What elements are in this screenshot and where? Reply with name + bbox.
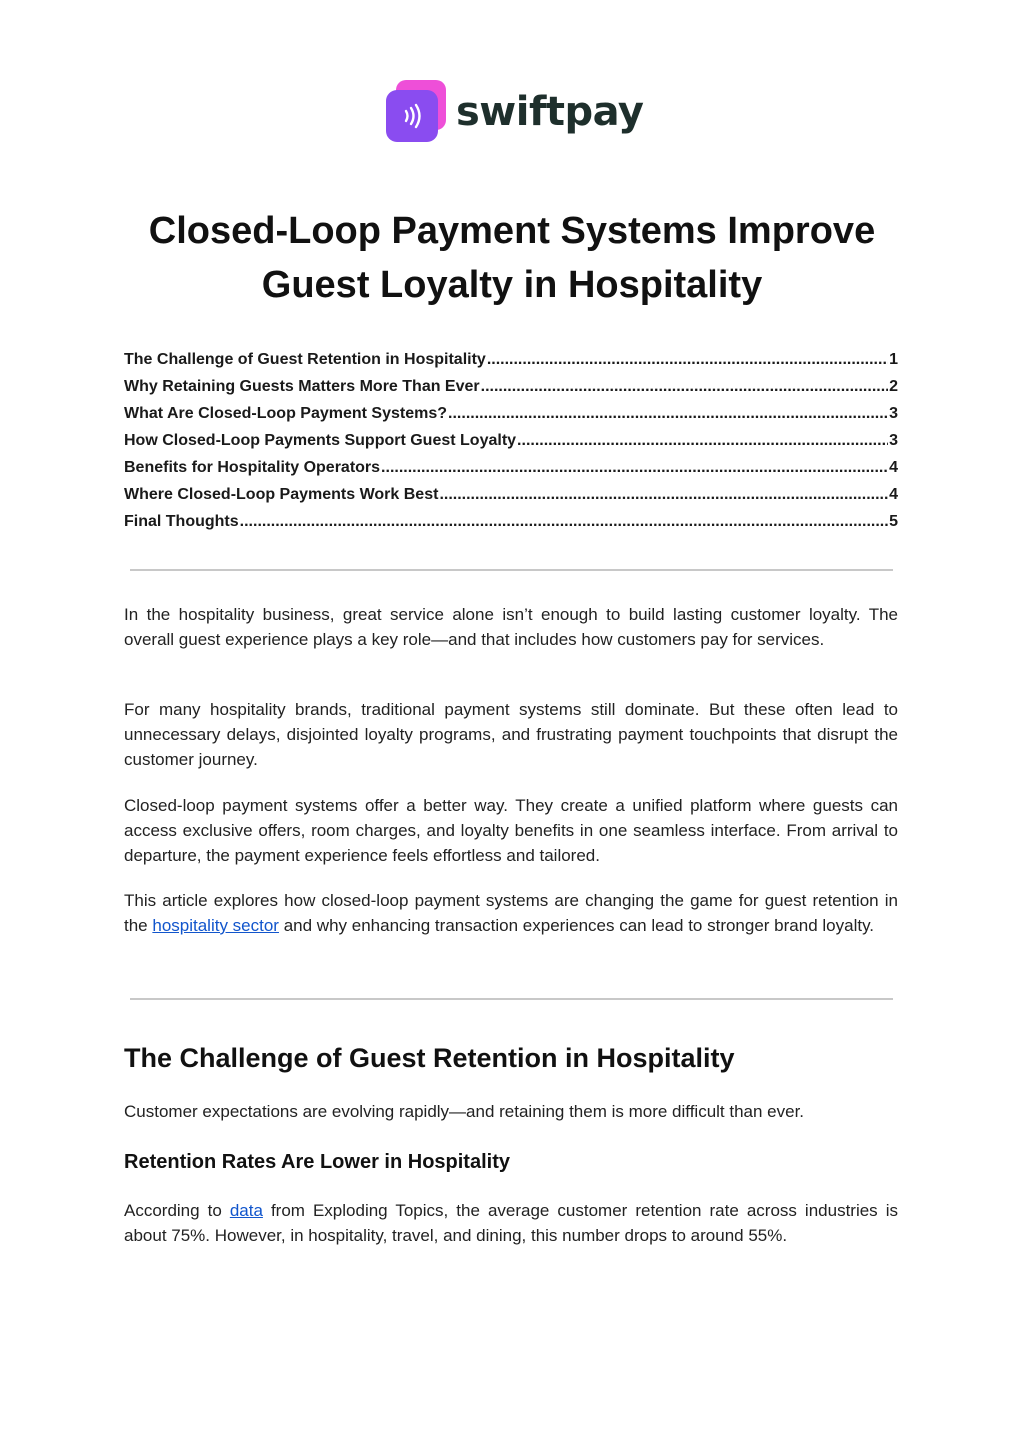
swiftpay-logo [386, 80, 643, 144]
toc-entry-label: Where Closed-Loop Payments Work Best [124, 486, 439, 503]
toc-page-number: 4 [889, 459, 898, 476]
toc-entry[interactable] [124, 513, 898, 540]
toc-entry[interactable] [124, 405, 898, 432]
toc-entry-label: Benefits for Hospitality Operators [124, 459, 381, 476]
table-of-contents [124, 351, 898, 540]
toc-entry-label: Why Retaining Guests Matters More Than Ever [124, 378, 480, 395]
hospitality-sector-link[interactable]: hospitality sector [152, 916, 279, 935]
contactless-wave-icon [397, 101, 427, 131]
divider [130, 569, 893, 571]
toc-page-number: 5 [889, 513, 898, 530]
logo-mark [386, 80, 448, 144]
toc-entry-label: How Closed-Loop Payments Support Guest Loyalty [124, 432, 517, 449]
toc-page-number: 3 [889, 405, 898, 422]
toc-dot-leader [517, 432, 888, 450]
divider [130, 998, 893, 1000]
toc-dot-leader [381, 459, 888, 477]
toc-entry[interactable] [124, 486, 898, 513]
section-lead-paragraph: Customer expectations are evolving rapidly—and retaining them is more difficult than ever. [124, 1102, 805, 1121]
toc-dot-leader [240, 513, 888, 531]
toc-entry-label: Final Thoughts [124, 513, 239, 530]
intro-paragraph-1: In the hospitality business, great service alone isn’t enough to build lasting customer loyalty. The overall guest experience plays a key role—and that includes how customers pay for services. [124, 605, 898, 649]
toc-page-number: 4 [889, 486, 898, 503]
section-heading: The Challenge of Guest Retention in Hospitality [124, 1043, 735, 1073]
toc-dot-leader [481, 378, 888, 396]
paragraph-text: This article explores how closed-loop payment systems are changing the game for guest retention in the [124, 891, 898, 935]
data-link[interactable]: data [229, 1201, 263, 1220]
paragraph-text: According to [124, 1201, 230, 1220]
toc-dot-leader [448, 405, 888, 423]
logo-wordmark: swiftpay [456, 89, 644, 135]
paragraph-text: and why enhancing transaction experiences can lead to stronger brand loyalty. [278, 916, 875, 935]
toc-dot-leader [439, 486, 888, 504]
toc-entry[interactable] [124, 459, 898, 486]
toc-entry[interactable] [124, 432, 898, 459]
intro-paragraph-4 [124, 888, 898, 938]
toc-page-number: 2 [889, 378, 898, 395]
subsection-heading: Retention Rates Are Lower in Hospitality [124, 1151, 510, 1173]
toc-entry-label: What Are Closed-Loop Payment Systems? [124, 405, 448, 422]
toc-page-number: 3 [889, 432, 898, 449]
toc-entry-label: The Challenge of Guest Retention in Hospitality [124, 351, 486, 368]
toc-entry[interactable] [124, 378, 898, 405]
paragraph-text: from Exploding Topics, the average customer retention rate across industries is about 75%. However, in hospitality, travel, and dining, this number drops to around 55%. [124, 1201, 898, 1245]
retention-paragraph [124, 1198, 898, 1248]
intro-paragraph-2: For many hospitality brands, traditional payment systems still dominate. But these often lead to unnecessary delays, disjointed loyalty programs, and frustrating payment touchpoints that disrupt the customer journey. [124, 700, 898, 769]
document-title: Closed-Loop Payment Systems Improve Guest Loyalty in Hospitality [148, 210, 876, 306]
toc-dot-leader [487, 351, 888, 369]
toc-page-number: 1 [889, 351, 898, 368]
logo-front-square [386, 90, 438, 142]
toc-entry[interactable] [124, 351, 898, 378]
intro-paragraph-3: Closed-loop payment systems offer a better way. They create a unified platform where guests can access exclusive offers, room charges, and loyalty benefits in one seamless interface. From arrival to departure, the payment experience feels effortless and tailored. [124, 796, 898, 865]
